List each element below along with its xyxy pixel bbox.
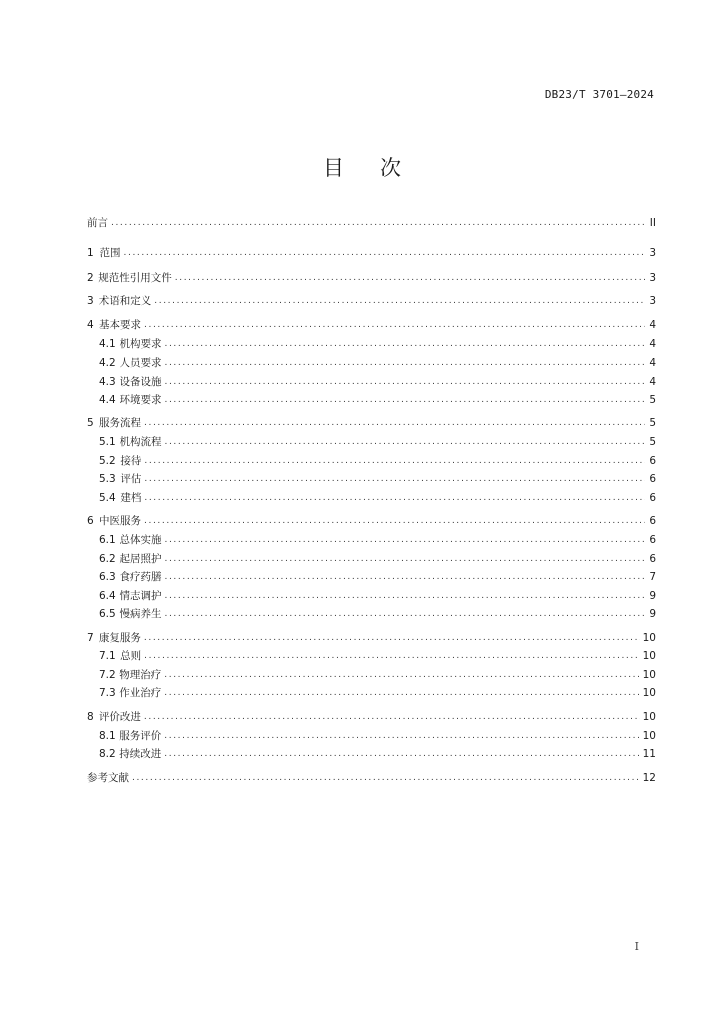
toc-leader-dots xyxy=(132,769,640,787)
toc-leader-dots xyxy=(165,335,645,353)
toc-entry[interactable] xyxy=(87,587,656,605)
toc-entry-page: 6 xyxy=(649,455,656,467)
toc-leader-dots xyxy=(144,316,645,334)
toc-entry-page: 6 xyxy=(649,515,656,527)
toc-leader-dots xyxy=(124,244,645,262)
toc-entry-number: 6 xyxy=(87,515,94,527)
page-title xyxy=(0,152,724,182)
toc-leader-dots xyxy=(165,605,645,623)
toc-entry-page: 6 xyxy=(649,553,656,565)
toc-leader-dots xyxy=(165,568,645,586)
toc-leader-dots xyxy=(165,550,645,568)
toc-entry[interactable] xyxy=(87,745,656,763)
toc-entry-number: 7.1 xyxy=(99,650,116,662)
toc-entry-page: 7 xyxy=(649,571,656,583)
toc-entry-number: 7.2 xyxy=(99,669,116,681)
toc-leader-dots xyxy=(144,647,639,665)
toc-leader-dots xyxy=(144,512,645,530)
toc-entry[interactable] xyxy=(87,605,656,623)
toc-entry[interactable] xyxy=(87,452,656,470)
toc-entry-label: 参考文献 xyxy=(87,772,129,784)
toc-leader-dots xyxy=(165,433,645,451)
toc-entry[interactable] xyxy=(87,550,656,568)
toc-entry[interactable] xyxy=(87,512,656,530)
toc-entry-page: 3 xyxy=(649,272,656,284)
toc-entry-page: II xyxy=(649,217,656,229)
toc-entry-number: 2 xyxy=(87,272,94,284)
toc-entry-number: 8 xyxy=(87,711,94,723)
toc-entry-number: 5 xyxy=(87,417,94,429)
toc-entry[interactable] xyxy=(87,335,656,353)
toc-entry-number: 3 xyxy=(87,295,94,307)
toc-entry-number: 4 xyxy=(87,319,94,331)
toc-entry[interactable] xyxy=(87,433,656,451)
toc-entry-number: 6.2 xyxy=(99,553,116,565)
document-code: DB23/T 3701—2024 xyxy=(544,88,654,101)
toc-entry-number: 6.5 xyxy=(99,608,116,620)
toc-entry-label: 总则 xyxy=(120,650,142,662)
toc-entry-label: 物理治疗 xyxy=(119,669,162,681)
toc-entry-number: 6.1 xyxy=(99,534,116,546)
toc-entry-page: 10 xyxy=(642,650,656,662)
toc-entry-number: 5.3 xyxy=(99,473,116,485)
toc-entry-page: 6 xyxy=(649,534,656,546)
toc-leader-dots xyxy=(164,727,639,745)
toc-entry[interactable] xyxy=(87,244,656,262)
toc-leader-dots xyxy=(154,292,645,310)
toc-entry-page: 6 xyxy=(649,473,656,485)
toc-leader-dots xyxy=(175,269,645,287)
toc-entry-label: 康复服务 xyxy=(98,632,141,644)
toc-leader-dots xyxy=(165,391,645,409)
toc-leader-dots xyxy=(111,214,645,232)
toc-entry[interactable] xyxy=(87,666,656,684)
toc-entry[interactable] xyxy=(87,531,656,549)
toc-entry[interactable] xyxy=(87,684,656,702)
toc-entry-page: 10 xyxy=(642,687,656,699)
toc-leader-dots xyxy=(165,373,645,391)
toc-entry[interactable] xyxy=(87,354,656,372)
toc-entry-page: 6 xyxy=(649,492,656,504)
toc-entry-page: 5 xyxy=(649,394,656,406)
toc-entry-page: 4 xyxy=(649,319,656,331)
toc-entry[interactable] xyxy=(87,214,656,232)
toc-entry[interactable] xyxy=(87,414,656,432)
toc-entry-page: 10 xyxy=(642,730,656,742)
toc-entry-label: 食疗药膳 xyxy=(119,571,162,583)
toc-entry-page: 4 xyxy=(649,376,656,388)
toc-entry-label: 范围 xyxy=(99,247,121,259)
toc-entry-page: 3 xyxy=(649,247,656,259)
toc-entry-label: 设备设施 xyxy=(119,376,162,388)
toc-entry-number: 7.3 xyxy=(99,687,116,699)
toc-entry[interactable] xyxy=(87,568,656,586)
toc-entry[interactable] xyxy=(87,647,656,665)
toc-entry-label: 环境要求 xyxy=(119,394,162,406)
toc-entry-label: 术语和定义 xyxy=(98,295,152,307)
toc-leader-dots xyxy=(164,745,639,763)
toc-entry-page: 11 xyxy=(642,748,656,760)
toc-leader-dots xyxy=(144,452,645,470)
toc-entry-number: 4.1 xyxy=(99,338,116,350)
toc-entry-label: 情志调护 xyxy=(119,590,162,602)
toc-entry[interactable] xyxy=(87,470,656,488)
toc-entry[interactable] xyxy=(87,727,656,745)
toc-entry-label: 持续改进 xyxy=(119,748,162,760)
toc-entry-label: 建档 xyxy=(120,492,142,504)
toc-entry-label: 作业治疗 xyxy=(119,687,162,699)
toc-entry-page: 10 xyxy=(642,632,656,644)
toc-entry-label: 服务评价 xyxy=(119,730,162,742)
toc-leader-dots xyxy=(144,470,645,488)
title-part-2: 次 xyxy=(380,156,401,180)
toc-entry-label: 接待 xyxy=(120,455,142,467)
toc-leader-dots xyxy=(144,708,640,726)
toc-entry-page: 10 xyxy=(642,711,656,723)
toc-entry-number: 1 xyxy=(87,247,94,259)
toc-entry-page: 4 xyxy=(649,338,656,350)
toc-leader-dots xyxy=(144,414,645,432)
toc-entry-number: 8.1 xyxy=(99,730,116,742)
toc-entry-number: 4.2 xyxy=(99,357,116,369)
toc-entry-label: 机构要求 xyxy=(119,338,162,350)
toc-leader-dots xyxy=(144,489,645,507)
toc-entry-label: 规范性引用文件 xyxy=(98,272,172,284)
toc-entry-label: 评价改进 xyxy=(98,711,141,723)
toc-entry-page: 5 xyxy=(649,436,656,448)
toc-entry[interactable] xyxy=(87,373,656,391)
toc-entry[interactable] xyxy=(87,769,656,787)
toc-leader-dots xyxy=(164,684,639,702)
toc-entry-page: 9 xyxy=(649,608,656,620)
toc-entry-label: 慢病养生 xyxy=(119,608,162,620)
toc-entry-number: 8.2 xyxy=(99,748,116,760)
toc-entry-label: 评估 xyxy=(120,473,142,485)
toc-leader-dots xyxy=(165,354,645,372)
toc-entry-number: 5.4 xyxy=(99,492,116,504)
toc-entry-label: 机构流程 xyxy=(119,436,162,448)
toc-entry-label: 服务流程 xyxy=(99,417,142,429)
toc-entry[interactable] xyxy=(87,391,656,409)
toc-entry-page: 3 xyxy=(649,295,656,307)
title-part-1: 目 xyxy=(323,156,344,180)
toc-entry-page: 10 xyxy=(642,669,656,681)
toc-entry[interactable] xyxy=(87,629,656,647)
toc-leader-dots xyxy=(164,666,639,684)
toc-entry-label: 起居照护 xyxy=(119,553,162,565)
toc-entry-label: 前言 xyxy=(87,217,108,229)
toc-leader-dots xyxy=(165,587,645,605)
toc-entry-label: 人员要求 xyxy=(119,357,162,369)
toc-entry[interactable] xyxy=(87,316,656,334)
toc-entry-page: 4 xyxy=(649,357,656,369)
toc-entry-page: 5 xyxy=(649,417,656,429)
toc-leader-dots xyxy=(144,629,640,647)
toc-entry-page: 9 xyxy=(649,590,656,602)
toc-entry[interactable] xyxy=(87,708,656,726)
toc-entry-label: 总体实施 xyxy=(119,534,162,546)
toc-entry[interactable] xyxy=(87,489,656,507)
toc-entry[interactable] xyxy=(87,292,656,310)
toc-leader-dots xyxy=(165,531,645,549)
toc-entry-number: 6.3 xyxy=(99,571,116,583)
page-number: I xyxy=(634,940,639,953)
toc-entry-number: 7 xyxy=(87,632,94,644)
toc-entry-number: 5.1 xyxy=(99,436,116,448)
toc-entry-label: 基本要求 xyxy=(99,319,142,331)
toc-entry-label: 中医服务 xyxy=(99,515,142,527)
toc-entry-number: 4.4 xyxy=(99,394,116,406)
toc-entry-number: 6.4 xyxy=(99,590,116,602)
toc-entry-number: 5.2 xyxy=(99,455,116,467)
toc-entry-page: 12 xyxy=(642,772,656,784)
toc-entry[interactable] xyxy=(87,269,656,287)
toc-entry-number: 4.3 xyxy=(99,376,116,388)
